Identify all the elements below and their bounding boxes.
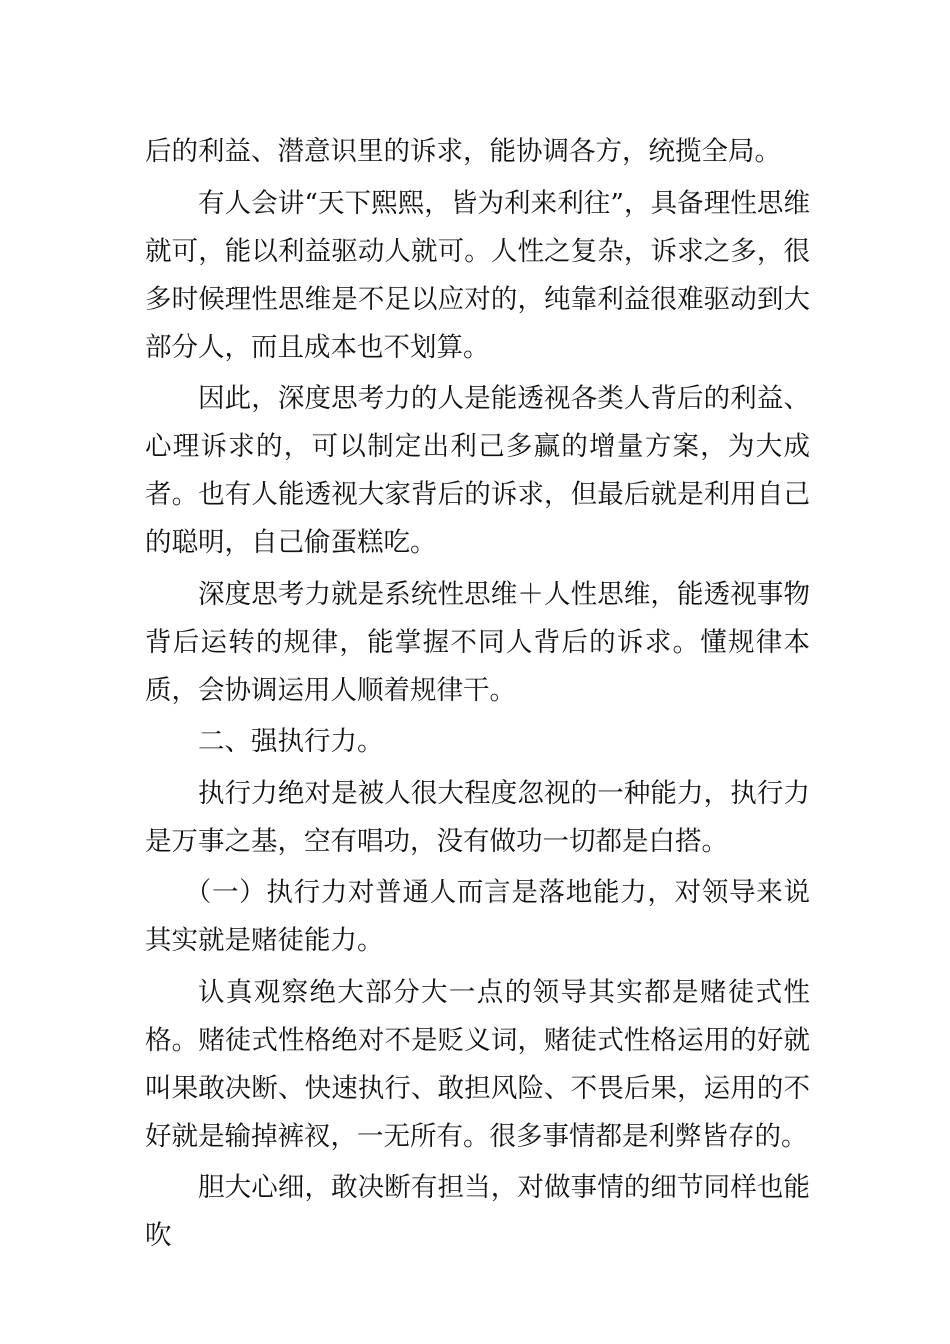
paragraph: 认真观察绝大部分大一点的领导其实都是赌徒式性格。赌徒式性格绝对不是贬义词，赌徒式性格运用的好就叫果敢决断、快速执行、敢担风险、不畏后果，运用的不好就是输掉裤衩，一无所有。很多事情都是利弊皆存的。 — [145, 976, 810, 1152]
paragraph: 深度思考力就是系统性思维＋人性思维，能透视事物背后运转的规律，能掌握不同人背后的诉求。懂规律本质，会协调运用人顺着规律干。 — [145, 578, 810, 706]
paragraph: 因此，深度思考力的人是能透视各类人背后的利益、心理诉求的，可以制定出利己多赢的增量方案，为大成者。也有人能透视大家背后的诉求，但最后就是利用自己的聪明，自己偷蛋糕吃。 — [145, 383, 810, 558]
paragraph: 有人会讲“天下熙熙，皆为利来利往”，具备理性思维就可，能以利益驱动人就可。人性之复杂，诉求之多，很多时候理性思维是不足以应对的，纯靠利益很难驱动到大部分人，而且成本也不划算。 — [145, 187, 810, 363]
section-heading: 二、强执行力。 — [198, 726, 384, 757]
paragraph-continuation: 后的利益、潜意识里的诉求，能协调各方，统揽全局。 — [145, 136, 781, 167]
subsection-heading: （一）执行力对普通人而言是落地能力，对领导来说其实就是赌徒能力。 — [145, 877, 810, 956]
paragraph-truncated: 胆大心细，敢决断有担当，对做事情的细节同样也能吹 — [145, 1172, 810, 1251]
paragraph: 执行力绝对是被人很大程度忽视的一种能力，执行力是万事之基，空有唱功，没有做功一切都是白搭。 — [145, 777, 810, 857]
document-body — [145, 128, 810, 1264]
